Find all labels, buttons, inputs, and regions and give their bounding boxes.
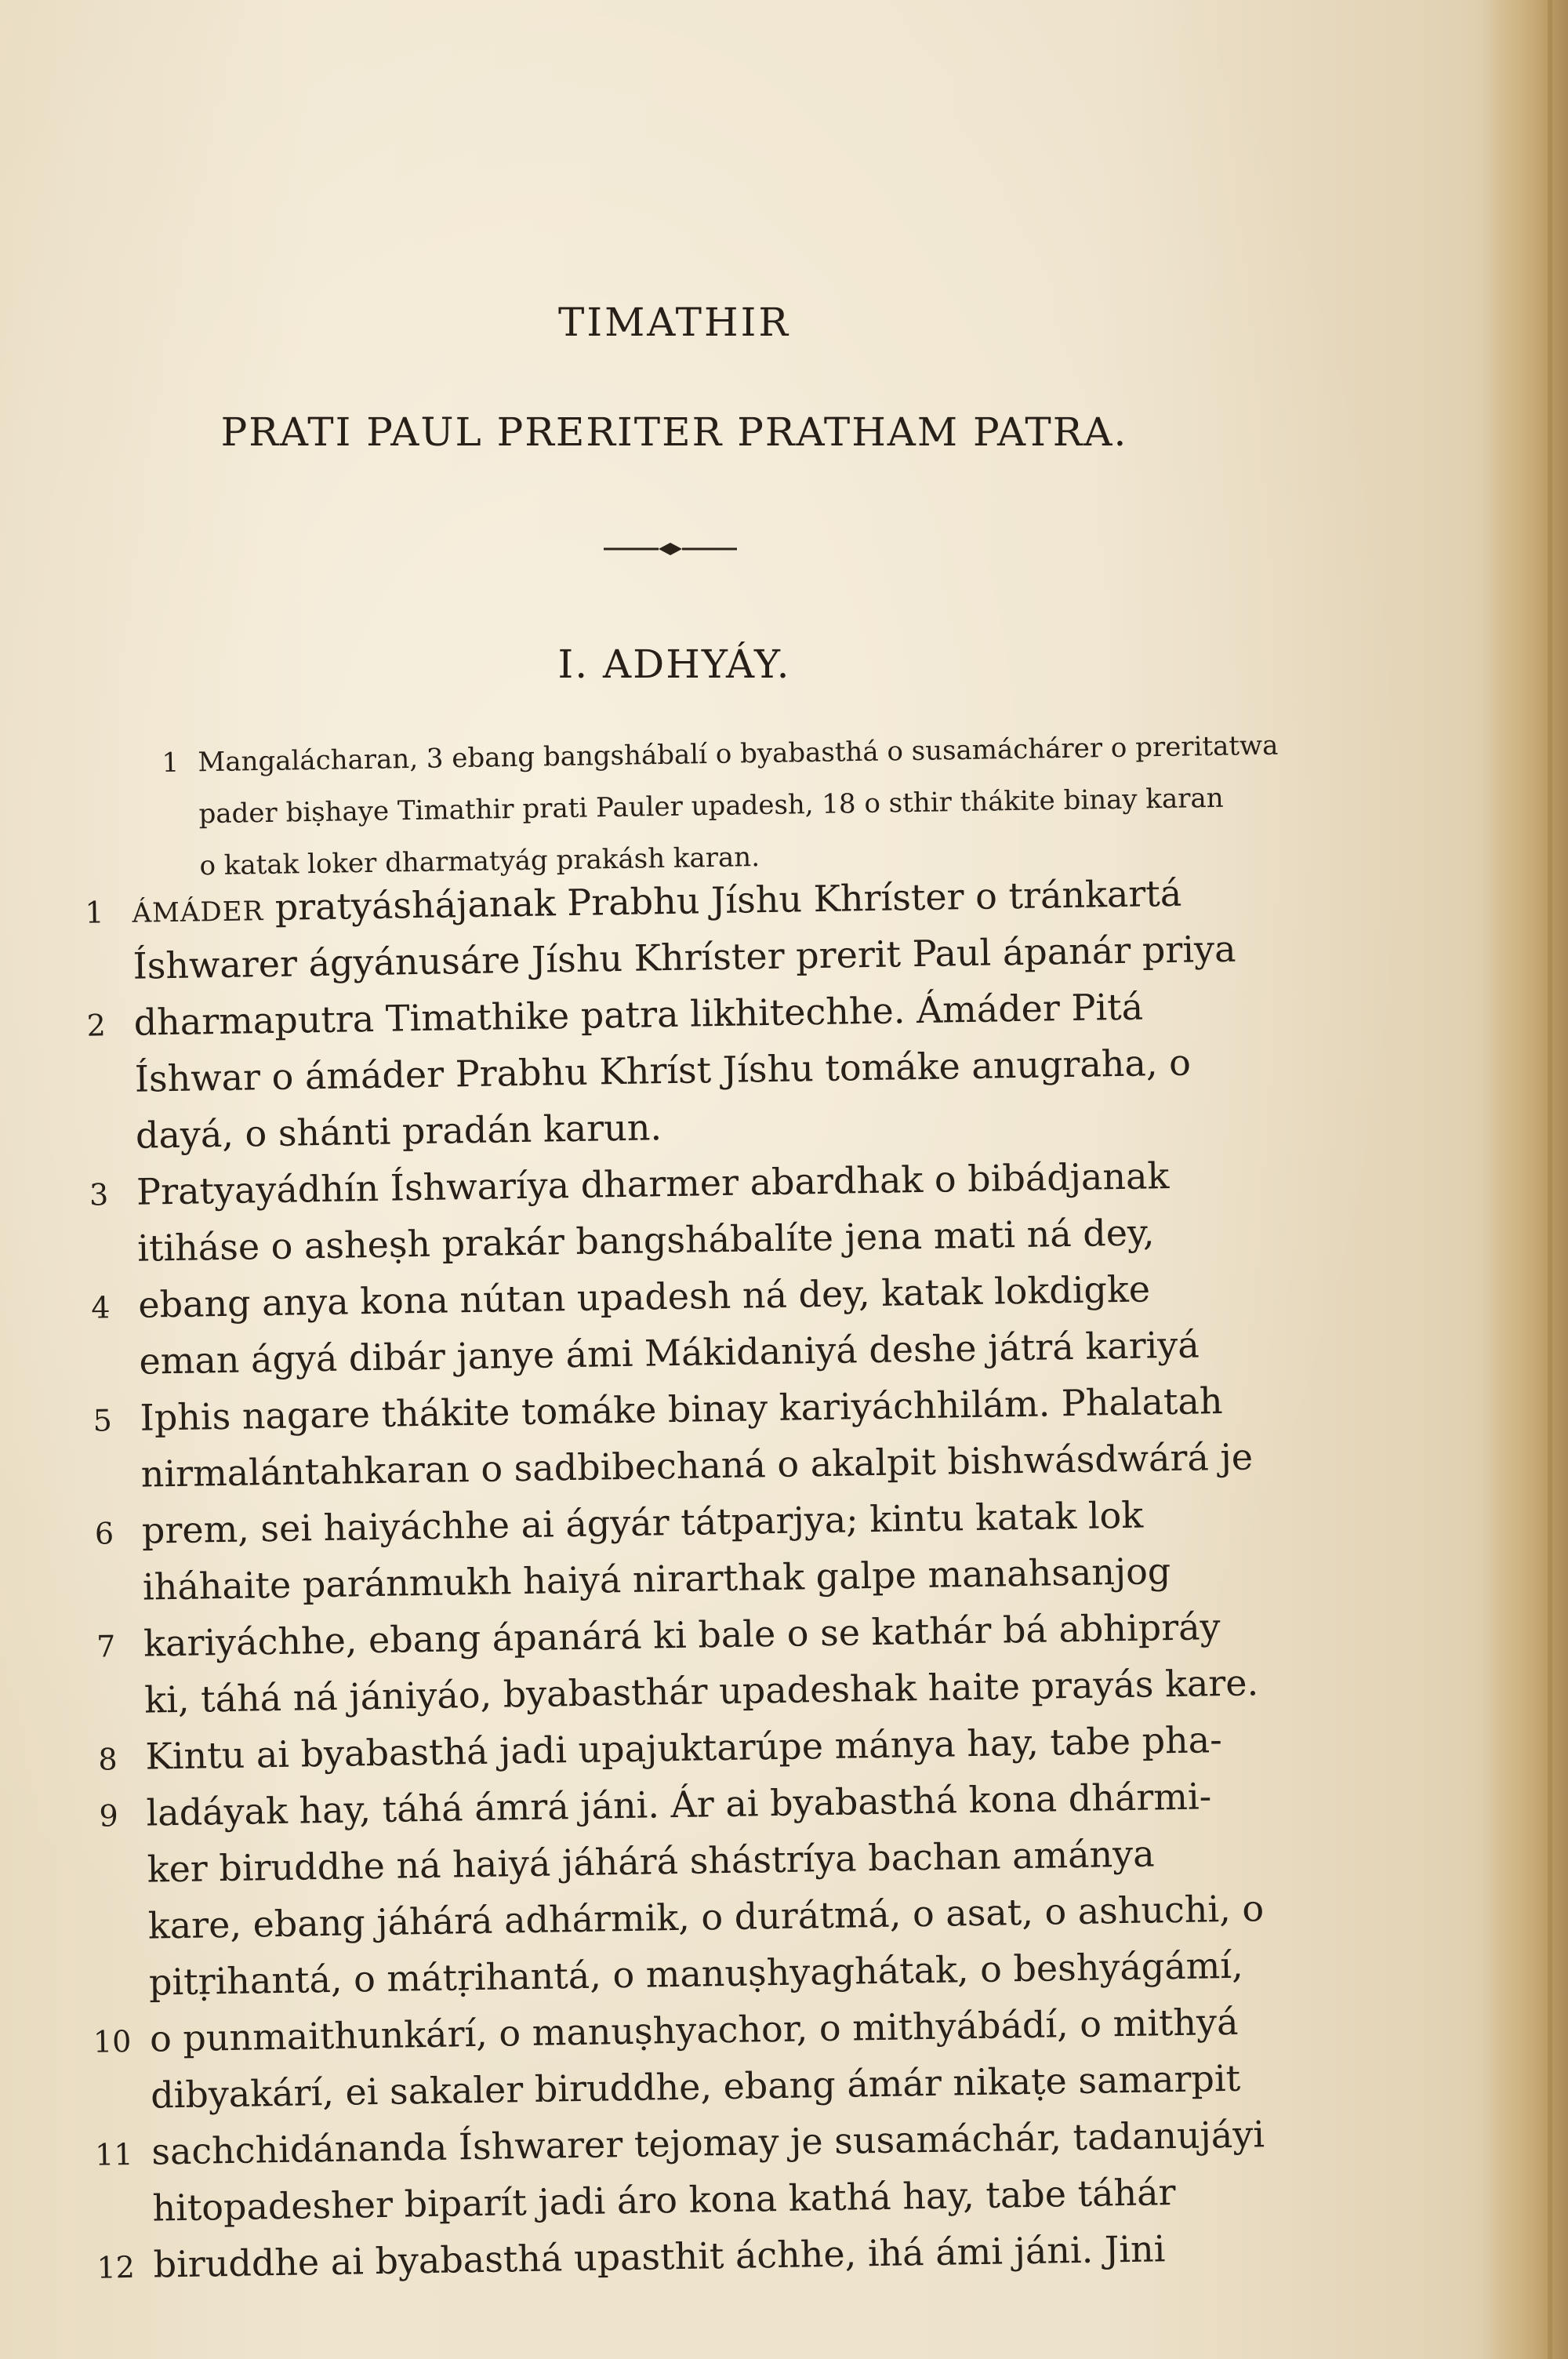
verse-number: 10 <box>93 2023 132 2059</box>
line-text: dharmaputra Timathike patra likhitechhe. Ámáder Pitá <box>133 985 1144 1044</box>
verse-number <box>87 1911 134 1912</box>
line-text: iháhaite paránmukh haiyá nirarthak galpe manahsanjog <box>142 1550 1171 1608</box>
book-subtitle: PRATI PAUL PRERITER PRATHAM PATRA. <box>220 409 1128 455</box>
verse-number <box>82 1572 129 1573</box>
line-text: kare, ebang jáhárá adhármik, o durátmá, o asat, o ashuchi, o <box>147 1887 1265 1947</box>
verse-number: 6 <box>94 1516 114 1551</box>
verse-number: 8 <box>98 1742 118 1777</box>
line-text: itiháse o asheṣh prakár bangshábalíte jena mati ná dey, <box>136 1211 1155 1270</box>
line-text: dayá, o shánti pradán karun. <box>135 1106 662 1157</box>
line-text: dibyakárí, ei sakaler biruddhe, ebang ámár nikaṭe samarpit <box>150 2056 1241 2117</box>
line-text: Íshwarer ágyánusáre Jíshu Khríster prerit Paul ápanár priya <box>132 927 1236 987</box>
chapter-body <box>71 867 1331 2298</box>
line-text: prem, sei haiyáchhe ai ágyár tátparjya; kintu katak lok <box>141 1493 1144 1552</box>
line-text: Pratyayádhín Íshwaríya dharmer abardhak o bibádjanak <box>136 1154 1170 1213</box>
line-text: ker biruddhe ná haiyá jáhárá shástríya bachan amánya <box>147 1832 1155 1891</box>
ornament-divider <box>604 540 737 558</box>
line-text: Íshwar o ámáder Prabhu Khríst Jíshu tomáke anugraha, o <box>134 1041 1192 1100</box>
chapter-summary <box>162 719 1293 892</box>
line-text: Kintu ai byabasthá jadi upajuktarúpe mánya hay, tabe pha- <box>145 1718 1223 1778</box>
verse-number: 1 <box>85 895 104 930</box>
verse-number: 5 <box>93 1403 113 1438</box>
verse-number <box>85 1855 132 1856</box>
line-text: eman ágyá dibár janye ámi Mákidaniyá deshe játrá kariyá <box>139 1323 1200 1383</box>
summary-number: 1 <box>162 747 180 779</box>
verse-number: 12 <box>96 2249 136 2285</box>
chapter-heading: I. ADHYÁY. <box>557 642 791 687</box>
page-edge-shadow <box>1548 0 1552 2359</box>
line-text: hitopadesher biparít jadi áro kona kathá hay, tabe táhár <box>152 2171 1176 2230</box>
line-text: sachchidánanda Íshwarer tejomay je susamáchár, tadanujáyi <box>151 2113 1265 2173</box>
verse-number: 9 <box>99 1798 119 1834</box>
verse-number: 2 <box>86 1008 107 1043</box>
summary-text: Mangalácharan, 3 ebang bangshábalí o byabasthá o susamáchárer o preritatwa <box>198 729 1279 779</box>
line-text: biruddhe ai byabasthá upasthit áchhe, ihá ámi jáni. Jini <box>153 2227 1166 2286</box>
verse-number <box>71 951 118 952</box>
line-text: nirmalántahkaran o sadbibechaná o akalpit bishwásdwárá je <box>140 1435 1254 1496</box>
verse-number <box>74 1064 121 1065</box>
line-text: Iphis nagare thákite tomáke binay kariyáchhilám. Phalatah <box>140 1379 1223 1439</box>
opening-word: ÁMÁDER <box>132 896 264 929</box>
summary-text: o katak loker dharmatyág prakásh karan. <box>199 841 760 882</box>
line-text: ladáyak hay, táhá ámrá jáni. Ár ai byabasthá kona dhármi- <box>146 1775 1212 1834</box>
line-text: ebang anya kona nútan upadesh ná dey, katak lokdigke <box>137 1267 1151 1326</box>
line-text: pratyáshájanak Prabhu Jíshu Khríster o tránkartá <box>263 871 1182 929</box>
verse-number: 7 <box>96 1629 116 1664</box>
page-edge <box>1482 0 1568 2359</box>
line-text: o punmaithunkárí, o manuṣhyachor, o mithyábádí, o mithyá <box>149 2000 1239 2060</box>
verse-number: 3 <box>89 1177 109 1212</box>
verse-number: 4 <box>91 1290 111 1325</box>
line-text: pitṛihantá, o mátṛihantá, o manuṣhyaghátak, o beshyágámí, <box>148 1943 1244 2004</box>
line-text: ki, táhá ná jániyáo, byabasthár upadeshak haite prayás kare. <box>143 1661 1259 1721</box>
book-title: TIMATHIR <box>557 300 791 345</box>
verse-number: 11 <box>94 2136 133 2172</box>
summary-text: pader biṣhaye Timathir prati Pauler upadesh, 18 o sthir thákite binay karan <box>198 782 1224 831</box>
line-text: kariyáchhe, ebang ápanárá ki bale o se kathár bá abhipráy <box>143 1605 1221 1665</box>
verse-number <box>79 1459 126 1460</box>
verse-number <box>83 1685 130 1686</box>
